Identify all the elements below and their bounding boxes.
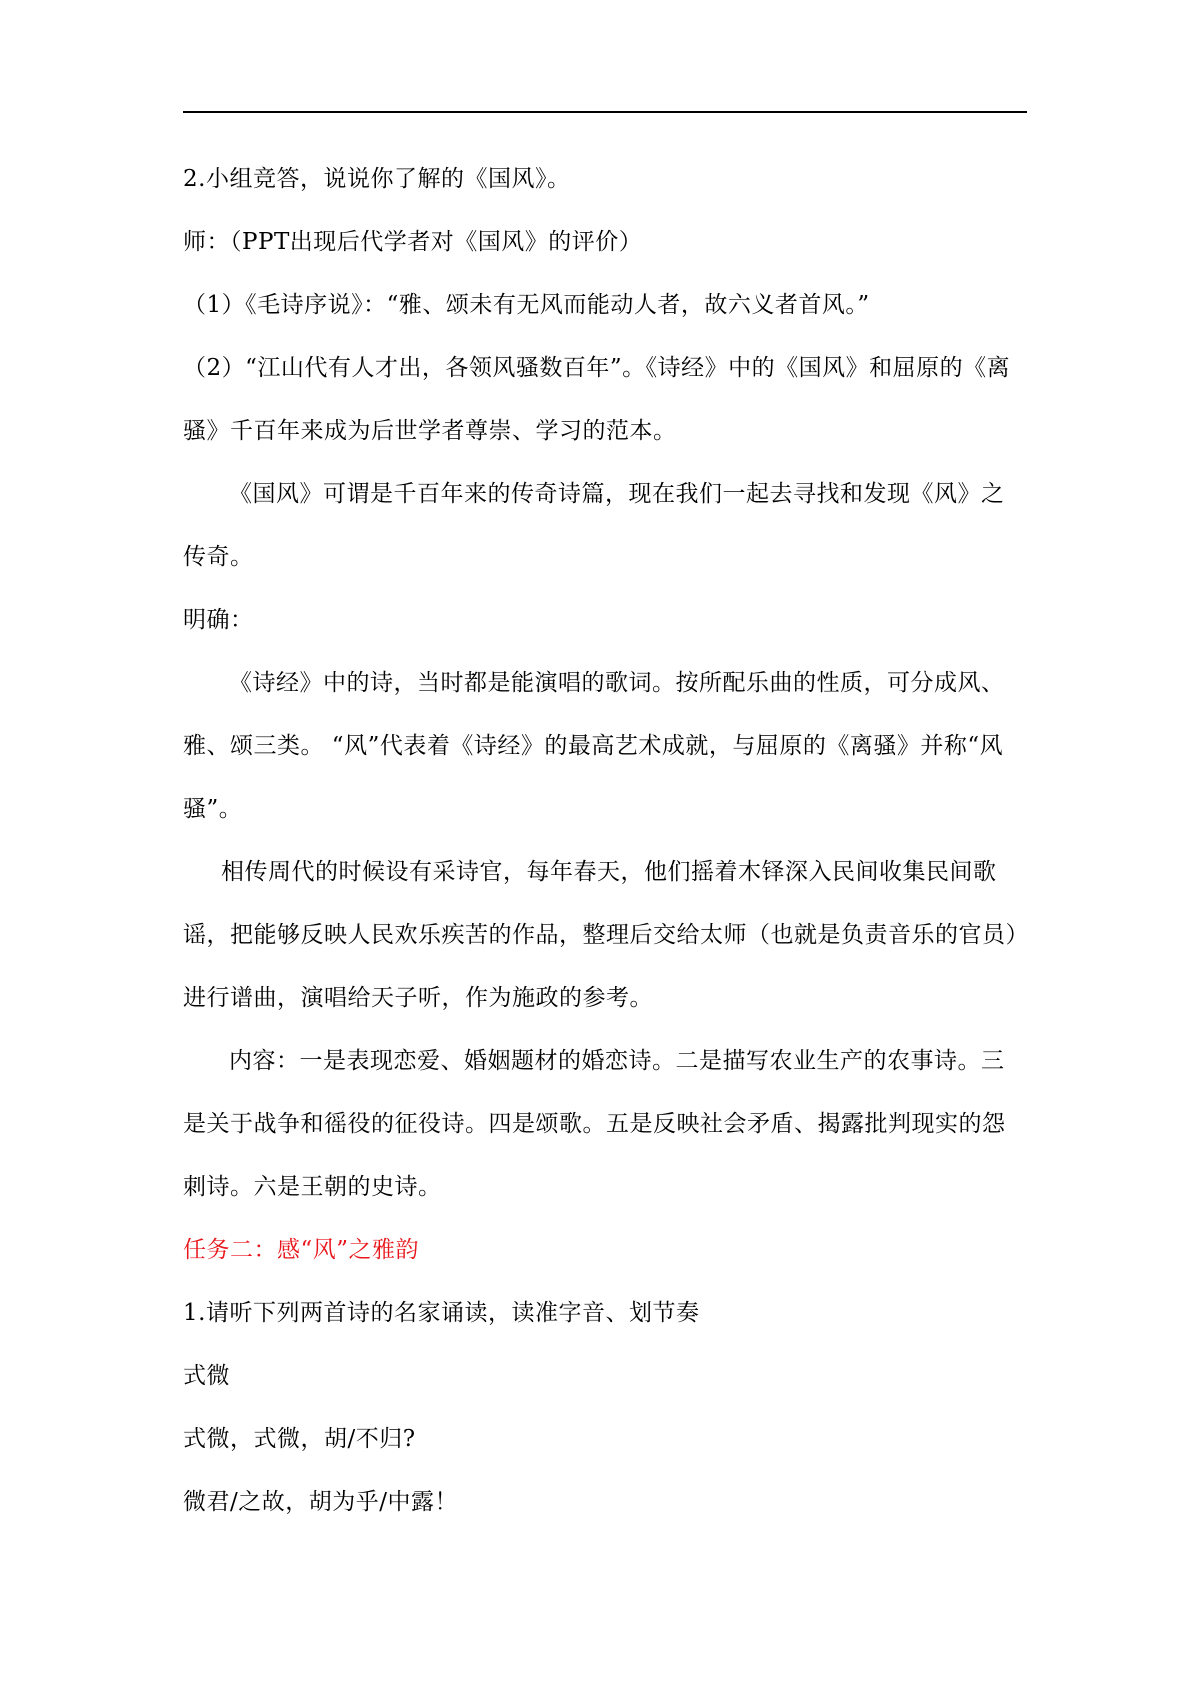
task-two-heading: 任务二：感“风”之雅韵 bbox=[183, 1237, 420, 1263]
paragraph-poetry-collector: 相传周代的时候设有采诗官，每年春天，他们摇着木铎深入民间收集民间歌谣，把能够反映人民欢乐疾苦的作品，整理后交给太师（也就是负责音乐的官员）进行谱曲，演唱给天子听，作为施政的参考。 bbox=[183, 859, 1018, 1011]
paragraph-teacher-ppt: 师：（PPT出现后代学者对《国风》的评价） bbox=[183, 229, 643, 255]
paragraph-shijing-intro: 《诗经》中的诗，当时都是能演唱的歌词。按所配乐曲的性质，可分成风、雅、颂三类。 “风”代表着《诗经》的最高艺术成就，与屈原的《离骚》并称“风骚”。 bbox=[183, 670, 1005, 822]
header-rule bbox=[183, 111, 1027, 113]
paragraph-listen-instruction: 1.请听下列两首诗的名家诵读，读准字音、划节奏 bbox=[183, 1300, 700, 1326]
poem-title: 式微 bbox=[183, 1363, 230, 1389]
paragraph-group-quiz: 2.小组竞答，说说你了解的《国风》。 bbox=[183, 166, 571, 192]
paragraph-clarify-label: 明确： bbox=[183, 607, 254, 633]
poem-line-2: 微君/之故，胡为乎/中露！ bbox=[183, 1489, 458, 1515]
poem-line-1: 式微，式微，胡/不归? bbox=[183, 1426, 416, 1452]
document-body bbox=[183, 148, 1027, 1534]
paragraph-quote-1: （1）《毛诗序说》：“雅、颂未有无风而能动人者，故六义者首风。” bbox=[183, 292, 870, 318]
paragraph-quote-2: （2）“江山代有人才出，各领风骚数百年”。《诗经》中的《国风》和屈原的《离骚》千百年来成为后世学者尊崇、学习的范本。 bbox=[183, 355, 1011, 444]
paragraph-content-types: 内容：一是表现恋爱、婚姻题材的婚恋诗。二是描写农业生产的农事诗。三是关于战争和徭役的征役诗。四是颂歌。五是反映社会矛盾、揭露批判现实的怨刺诗。六是王朝的史诗。 bbox=[183, 1048, 1006, 1200]
paragraph-legend: 《国风》可谓是千百年来的传奇诗篇，现在我们一起去寻找和发现《风》之传奇。 bbox=[183, 481, 1005, 570]
